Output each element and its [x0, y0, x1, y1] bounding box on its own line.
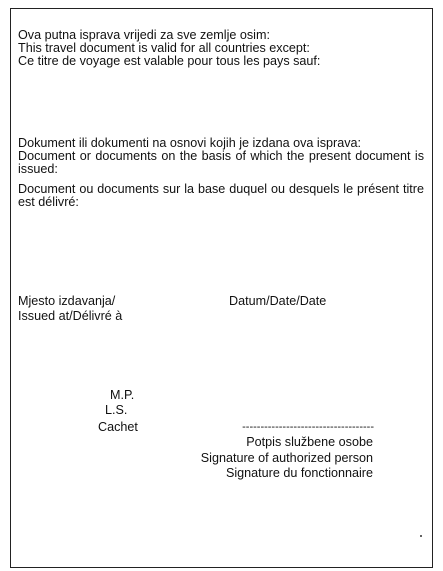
seal-ls-label: L.S.	[105, 403, 128, 417]
date-label: Datum/Date/Date	[229, 294, 327, 308]
signature-label-fr: Signature du fonctionnaire	[225, 466, 373, 480]
documents-text-fr: Document ou documents sur la base duquel ou desquels le présent titre est délivré:	[18, 182, 424, 210]
corner-dot	[420, 535, 422, 537]
seal-cachet-label: Cachet	[98, 420, 138, 434]
documents-text-hr: Dokument ili dokumenti na osnovi kojih je izdana ova isprava:	[18, 136, 362, 150]
validity-text-en: This travel document is valid for all countries except:	[18, 41, 310, 55]
issued-at-label-en-fr: Issued at/Délivré à	[18, 309, 123, 323]
validity-text-fr: Ce titre de voyage est valable pour tous les pays sauf:	[18, 54, 321, 68]
document-page	[10, 8, 433, 568]
validity-text-hr: Ova putna isprava vrijedi za sve zemlje osim:	[18, 28, 270, 42]
signature-label-hr: Potpis službene osobe	[246, 435, 373, 449]
seal-mp-label: M.P.	[110, 388, 135, 402]
issued-at-label-hr: Mjesto izdavanja/	[18, 294, 116, 308]
signature-label-en: Signature of authorized person	[200, 451, 373, 465]
signature-line: ------------------------------------	[242, 421, 374, 433]
documents-text-en: Document or documents on the basis of which the present document is issued:	[18, 149, 424, 177]
